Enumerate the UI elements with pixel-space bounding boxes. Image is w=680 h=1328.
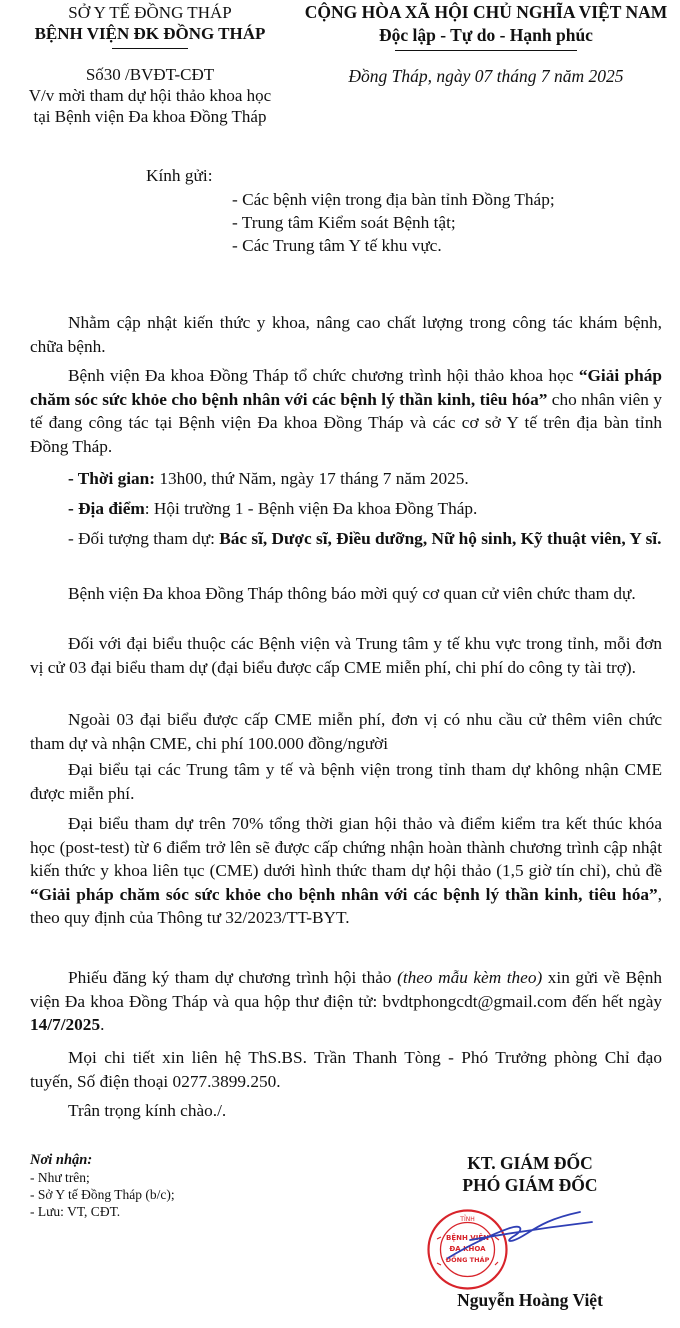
recipient-item: - Các bệnh viện trong địa bàn tỉnh Đồng Tháp; bbox=[232, 190, 555, 209]
event-text-end: cho nhân viên y tế đang công tác tại Bệnh viện Đa khoa Đồng Tháp và các cơ sở Y tế trên địa bàn tỉnh Đồng Tháp. bbox=[30, 389, 663, 456]
recipient-item: - Trung tâm Kiểm soát Bệnh tật; bbox=[232, 213, 456, 232]
registration-text-end: . bbox=[100, 1015, 105, 1035]
national-motto bbox=[300, 2, 672, 46]
signatory-title bbox=[380, 1152, 680, 1196]
extra-delegates-paragraph: Ngoài 03 đại biểu được cấp CME miễn phí, đơn vị có nhu cầu cử thêm viên chức tham dự và nhận CME, chi phí 100.000 đồng/người bbox=[30, 710, 662, 753]
registration-text: Phiếu đăng ký tham dự chương trình hội thảo bbox=[68, 968, 398, 987]
place-line bbox=[30, 497, 662, 521]
audience-line bbox=[30, 527, 662, 551]
org-underline bbox=[112, 48, 188, 49]
issue-date: Đồng Tháp, ngày 07 tháng 7 năm 2025 bbox=[348, 66, 624, 86]
event-text: Bệnh viện Đa khoa Đồng Tháp tổ chức chương trình hội thảo khoa học bbox=[68, 366, 579, 385]
registration-paragraph bbox=[30, 966, 662, 1037]
event-paragraph bbox=[30, 364, 662, 458]
signatory-title-1: KT. GIÁM ĐỐC bbox=[467, 1153, 593, 1173]
doc-number: Số30 /BVĐT-CĐT bbox=[85, 65, 215, 84]
closing-line: Trân trọng kính chào./. bbox=[68, 1101, 227, 1120]
distribution-item: - Sở Y tế Đồng Tháp (b/c); bbox=[30, 1187, 175, 1202]
handwritten-signature bbox=[440, 1200, 600, 1280]
certificate-topic: “Giải pháp chăm sóc sức khỏe cho bệnh nhân với các bệnh lý thần kinh, tiêu hóa” bbox=[30, 884, 658, 904]
certificate-paragraph bbox=[30, 812, 662, 930]
svg-text:TỈNH: TỈNH bbox=[460, 1216, 475, 1223]
contact-paragraph: Mọi chi tiết xin liên hệ ThS.BS. Trần Thanh Tòng - Phó Trưởng phòng Chỉ đạo tuyến, Số điện thoại 0277.3899.250. bbox=[30, 1048, 662, 1091]
svg-text:BỆNH VIỆN: BỆNH VIỆN bbox=[446, 1234, 489, 1242]
place-value: : Hội trường 1 - Bệnh viện Đa khoa Đồng Tháp. bbox=[144, 499, 478, 518]
doc-reference bbox=[0, 64, 300, 127]
registration-form-note: (theo mẫu kèm theo) bbox=[397, 968, 543, 987]
recipient-label: Kính gửi: bbox=[146, 166, 213, 185]
invite-paragraph: Bệnh viện Đa khoa Đồng Tháp thông báo mời quý cơ quan cử viên chức tham dự. bbox=[68, 584, 636, 603]
issuing-org bbox=[10, 2, 290, 44]
registration-text-mid: xin gửi về Bệnh viện Đa khoa Đồng Tháp và qua hộp thư điện tử: bvdtphongcdt@gmail.com đến hết ngày bbox=[30, 968, 662, 1011]
nation-motto: Độc lập - Tự do - Hạnh phúc bbox=[379, 25, 593, 45]
audience-label: - Đối tượng tham dự: bbox=[68, 529, 220, 548]
svg-text:ĐỒNG THÁP: ĐỒNG THÁP bbox=[445, 1256, 490, 1264]
registration-deadline: 14/7/2025 bbox=[30, 1015, 101, 1035]
event-topic: “Giải pháp chăm sóc sức khỏe cho bệnh nhân với các bệnh lý thần kinh, tiêu hóa” bbox=[30, 366, 662, 409]
signatory-name: Nguyễn Hoàng Việt bbox=[457, 1290, 603, 1310]
free-attendance-paragraph: Đại biểu tại các Trung tâm y tế và bệnh viện trong tỉnh tham dự không nhận CME được miễn phí. bbox=[30, 760, 662, 803]
nation-title: CỘNG HÒA XÃ HỘI CHỦ NGHĨA VIỆT NAM bbox=[304, 2, 668, 22]
certificate-text-end: , theo quy định của Thông tư 32/2023/TT-BYT. bbox=[30, 884, 662, 928]
intro-paragraph: Nhằm cập nhật kiến thức y khoa, nâng cao chất lượng trong công tác khám bệnh, chữa bệnh. bbox=[30, 313, 662, 356]
subject-line-1: V/v mời tham dự hội thảo khoa học bbox=[28, 86, 272, 105]
recipient-item: - Các Trung tâm Y tế khu vực. bbox=[232, 236, 442, 255]
recipient-list bbox=[232, 188, 555, 257]
signatory-title-2: PHÓ GIÁM ĐỐC bbox=[462, 1175, 598, 1195]
distribution-item: - Lưu: VT, CĐT. bbox=[30, 1204, 121, 1219]
time-value: 13h00, thứ Năm, ngày 17 tháng 7 năm 2025. bbox=[155, 469, 469, 488]
time-label: - Thời gian: bbox=[68, 469, 156, 488]
distribution-item: - Như trên; bbox=[30, 1170, 90, 1185]
org-name: BỆNH VIỆN ĐK ĐỒNG THÁP bbox=[34, 24, 266, 43]
svg-text:ĐA KHOA: ĐA KHOA bbox=[449, 1245, 486, 1253]
org-parent: SỞ Y TẾ ĐỒNG THÁP bbox=[68, 3, 232, 22]
place-label: - Địa điểm bbox=[68, 499, 145, 518]
subject-line-2: tại Bệnh viện Đa khoa Đồng Tháp bbox=[33, 107, 267, 126]
distribution-list bbox=[30, 1152, 175, 1220]
distribution-label: Nơi nhận: bbox=[30, 1152, 93, 1168]
time-line bbox=[30, 467, 662, 491]
certificate-text: Đại biểu tham dự trên 70% tổng thời gian hội thảo và điểm kiểm tra kết thúc khóa học (post-test) từ 6 điểm trở lên sẽ được cấp chứng nhận hoàn thành chương trình cập nhật kiến thức y khoa liên tục (CME) dưới hình thức tham dự hội thảo (1,5 giờ tín chỉ), chủ đề bbox=[30, 814, 662, 881]
delegates-paragraph: Đối với đại biểu thuộc các Bệnh viện và Trung tâm y tế khu vực trong tỉnh, mỗi đơn vị cử 03 đại biểu tham dự (đại biểu được cấp CME miễn phí, chi phí do công ty tài trợ). bbox=[30, 634, 662, 677]
motto-underline bbox=[395, 50, 577, 51]
audience-value: Bác sĩ, Dược sĩ, Điều dưỡng, Nữ hộ sinh, Kỹ thuật viên, Y sĩ. bbox=[219, 529, 662, 548]
